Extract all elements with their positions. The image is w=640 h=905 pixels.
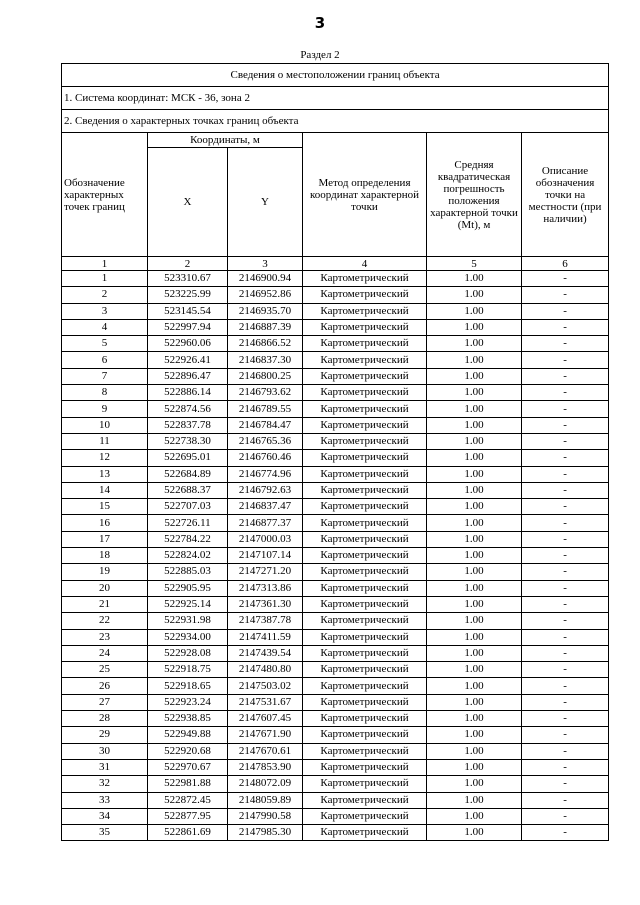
table-row [62, 727, 609, 743]
y-coordinate-cell: 2147387.78 [228, 613, 303, 629]
table-row [62, 450, 609, 466]
x-coordinate-cell: 522918.75 [148, 662, 228, 678]
header-description: Описание обозначения точки на местности (при наличии) [522, 133, 609, 257]
table-row [62, 352, 609, 368]
section-label: Раздел 2 [300, 49, 340, 61]
table-row [62, 596, 609, 612]
x-coordinate-cell: 522926.41 [148, 352, 228, 368]
error-cell: 1.00 [427, 271, 522, 287]
error-cell: 1.00 [427, 613, 522, 629]
description-cell: - [522, 629, 609, 645]
x-coordinate-cell: 522684.89 [148, 466, 228, 482]
table-row [62, 662, 609, 678]
error-cell: 1.00 [427, 596, 522, 612]
point-id-cell: 22 [62, 613, 148, 629]
method-cell: Картометрический [303, 629, 427, 645]
table-row [62, 417, 609, 433]
method-cell: Картометрический [303, 303, 427, 319]
table-row [62, 694, 609, 710]
point-id-cell: 25 [62, 662, 148, 678]
point-id-cell: 26 [62, 678, 148, 694]
method-cell: Картометрический [303, 336, 427, 352]
point-id-cell: 4 [62, 319, 148, 335]
point-id-cell: 1 [62, 271, 148, 287]
column-number-row [62, 257, 609, 271]
point-id-cell: 11 [62, 433, 148, 449]
description-cell: - [522, 613, 609, 629]
y-coordinate-cell: 2147313.86 [228, 580, 303, 596]
point-id-cell: 33 [62, 792, 148, 808]
method-cell: Картометрический [303, 450, 427, 466]
x-coordinate-cell: 522905.95 [148, 580, 228, 596]
x-coordinate-cell: 522874.56 [148, 401, 228, 417]
x-coordinate-cell: 522824.02 [148, 548, 228, 564]
method-cell: Картометрический [303, 385, 427, 401]
error-cell: 1.00 [427, 499, 522, 515]
error-cell: 1.00 [427, 482, 522, 498]
error-cell: 1.00 [427, 303, 522, 319]
description-cell: - [522, 303, 609, 319]
description-cell: - [522, 368, 609, 384]
method-cell: Картометрический [303, 808, 427, 824]
error-cell: 1.00 [427, 417, 522, 433]
point-id-cell: 17 [62, 531, 148, 547]
x-coordinate-cell: 522707.03 [148, 499, 228, 515]
description-cell: - [522, 727, 609, 743]
method-cell: Картометрический [303, 417, 427, 433]
y-coordinate-cell: 2146784.47 [228, 417, 303, 433]
point-id-cell: 35 [62, 825, 148, 841]
y-coordinate-cell: 2147480.80 [228, 662, 303, 678]
table-row [62, 401, 609, 417]
method-cell: Картометрический [303, 596, 427, 612]
method-cell: Картометрический [303, 466, 427, 482]
point-id-cell: 14 [62, 482, 148, 498]
method-cell: Картометрический [303, 580, 427, 596]
table-row [62, 336, 609, 352]
table-row [62, 629, 609, 645]
point-id-cell: 7 [62, 368, 148, 384]
table-title: Сведения о местоположении границ объекта [62, 64, 609, 87]
description-cell: - [522, 759, 609, 775]
table-row [62, 287, 609, 303]
table-row [62, 515, 609, 531]
description-cell: - [522, 417, 609, 433]
method-cell: Картометрический [303, 694, 427, 710]
y-coordinate-cell: 2147439.54 [228, 645, 303, 661]
y-coordinate-cell: 2146900.94 [228, 271, 303, 287]
table-row [62, 580, 609, 596]
error-cell: 1.00 [427, 808, 522, 824]
description-cell: - [522, 564, 609, 580]
point-id-cell: 20 [62, 580, 148, 596]
point-id-cell: 24 [62, 645, 148, 661]
header-coordinates: Координаты, м [148, 133, 303, 148]
point-id-cell: 29 [62, 727, 148, 743]
error-cell: 1.00 [427, 287, 522, 303]
y-coordinate-cell: 2147107.14 [228, 548, 303, 564]
description-cell: - [522, 450, 609, 466]
x-coordinate-cell: 522970.67 [148, 759, 228, 775]
point-id-cell: 19 [62, 564, 148, 580]
description-cell: - [522, 499, 609, 515]
point-id-cell: 10 [62, 417, 148, 433]
description-cell: - [522, 645, 609, 661]
y-coordinate-cell: 2147671.90 [228, 727, 303, 743]
table-row [62, 368, 609, 384]
method-cell: Картометрический [303, 319, 427, 335]
error-cell: 1.00 [427, 662, 522, 678]
y-coordinate-cell: 2146952.86 [228, 287, 303, 303]
y-coordinate-cell: 2146792.63 [228, 482, 303, 498]
error-cell: 1.00 [427, 727, 522, 743]
table-row [62, 482, 609, 498]
x-coordinate-cell: 522931.98 [148, 613, 228, 629]
header-point-id: Обозначение характерных точек границ [62, 133, 148, 257]
method-cell: Картометрический [303, 776, 427, 792]
error-cell: 1.00 [427, 645, 522, 661]
x-coordinate-cell: 522738.30 [148, 433, 228, 449]
boundary-points-table [61, 63, 609, 841]
point-id-cell: 16 [62, 515, 148, 531]
table-row [62, 499, 609, 515]
point-id-cell: 9 [62, 401, 148, 417]
x-coordinate-cell: 522896.47 [148, 368, 228, 384]
description-cell: - [522, 678, 609, 694]
description-cell: - [522, 548, 609, 564]
y-coordinate-cell: 2147361.30 [228, 596, 303, 612]
description-cell: - [522, 580, 609, 596]
error-cell: 1.00 [427, 385, 522, 401]
description-cell: - [522, 482, 609, 498]
x-coordinate-cell: 523310.67 [148, 271, 228, 287]
y-coordinate-cell: 2146789.55 [228, 401, 303, 417]
x-coordinate-cell: 523225.99 [148, 287, 228, 303]
y-coordinate-cell: 2147531.67 [228, 694, 303, 710]
y-coordinate-cell: 2146877.37 [228, 515, 303, 531]
method-cell: Картометрический [303, 662, 427, 678]
y-coordinate-cell: 2146774.96 [228, 466, 303, 482]
x-coordinate-cell: 522784.22 [148, 531, 228, 547]
x-coordinate-cell: 522949.88 [148, 727, 228, 743]
method-cell: Картометрический [303, 482, 427, 498]
method-cell: Картометрический [303, 433, 427, 449]
table-row [62, 271, 609, 287]
error-cell: 1.00 [427, 792, 522, 808]
description-cell: - [522, 433, 609, 449]
error-cell: 1.00 [427, 336, 522, 352]
x-coordinate-cell: 522938.85 [148, 711, 228, 727]
error-cell: 1.00 [427, 564, 522, 580]
description-cell: - [522, 808, 609, 824]
y-coordinate-cell: 2146935.70 [228, 303, 303, 319]
table-row [62, 564, 609, 580]
point-id-cell: 5 [62, 336, 148, 352]
description-cell: - [522, 466, 609, 482]
x-coordinate-cell: 522885.03 [148, 564, 228, 580]
y-coordinate-cell: 2147985.30 [228, 825, 303, 841]
x-coordinate-cell: 522726.11 [148, 515, 228, 531]
x-coordinate-cell: 522886.14 [148, 385, 228, 401]
y-coordinate-cell: 2146760.46 [228, 450, 303, 466]
error-cell: 1.00 [427, 352, 522, 368]
description-cell: - [522, 385, 609, 401]
y-coordinate-cell: 2147000.03 [228, 531, 303, 547]
error-cell: 1.00 [427, 629, 522, 645]
point-id-cell: 32 [62, 776, 148, 792]
point-id-cell: 6 [62, 352, 148, 368]
error-cell: 1.00 [427, 515, 522, 531]
coordinate-system: 1. Система координат: МСК - 36, зона 2 [62, 87, 609, 110]
table-row [62, 792, 609, 808]
method-cell: Картометрический [303, 368, 427, 384]
table-row [62, 385, 609, 401]
description-cell: - [522, 336, 609, 352]
point-id-cell: 31 [62, 759, 148, 775]
x-coordinate-cell: 522981.88 [148, 776, 228, 792]
header-y: Y [228, 148, 303, 257]
error-cell: 1.00 [427, 580, 522, 596]
description-cell: - [522, 531, 609, 547]
column-number: 6 [522, 257, 609, 271]
description-cell: - [522, 352, 609, 368]
x-coordinate-cell: 522920.68 [148, 743, 228, 759]
point-id-cell: 27 [62, 694, 148, 710]
column-number: 5 [427, 257, 522, 271]
header-error: Средняя квадратическая погрешность положения характерной точки (Mt), м [427, 133, 522, 257]
table-row [62, 303, 609, 319]
table-row [62, 759, 609, 775]
point-id-cell: 21 [62, 596, 148, 612]
header-method: Метод определения координат характерной точки [303, 133, 427, 257]
x-coordinate-cell: 522960.06 [148, 336, 228, 352]
y-coordinate-cell: 2147271.20 [228, 564, 303, 580]
x-coordinate-cell: 522918.65 [148, 678, 228, 694]
error-cell: 1.00 [427, 319, 522, 335]
description-cell: - [522, 743, 609, 759]
error-cell: 1.00 [427, 401, 522, 417]
description-cell: - [522, 776, 609, 792]
point-id-cell: 30 [62, 743, 148, 759]
method-cell: Картометрический [303, 499, 427, 515]
y-coordinate-cell: 2148059.89 [228, 792, 303, 808]
method-cell: Картометрический [303, 548, 427, 564]
description-cell: - [522, 694, 609, 710]
error-cell: 1.00 [427, 433, 522, 449]
method-cell: Картометрический [303, 515, 427, 531]
description-cell: - [522, 825, 609, 841]
y-coordinate-cell: 2147503.02 [228, 678, 303, 694]
page-number: 3 [314, 14, 326, 32]
y-coordinate-cell: 2147990.58 [228, 808, 303, 824]
table-row [62, 711, 609, 727]
method-cell: Картометрический [303, 271, 427, 287]
y-coordinate-cell: 2146837.30 [228, 352, 303, 368]
y-coordinate-cell: 2146793.62 [228, 385, 303, 401]
point-id-cell: 3 [62, 303, 148, 319]
table-row [62, 645, 609, 661]
error-cell: 1.00 [427, 776, 522, 792]
error-cell: 1.00 [427, 678, 522, 694]
method-cell: Картометрический [303, 613, 427, 629]
error-cell: 1.00 [427, 825, 522, 841]
x-coordinate-cell: 522837.78 [148, 417, 228, 433]
column-number: 2 [148, 257, 228, 271]
y-coordinate-cell: 2147853.90 [228, 759, 303, 775]
x-coordinate-cell: 522688.37 [148, 482, 228, 498]
method-cell: Картометрический [303, 645, 427, 661]
y-coordinate-cell: 2146765.36 [228, 433, 303, 449]
table-row [62, 433, 609, 449]
point-id-cell: 2 [62, 287, 148, 303]
table-row [62, 319, 609, 335]
table-row [62, 466, 609, 482]
table-row [62, 776, 609, 792]
y-coordinate-cell: 2147411.59 [228, 629, 303, 645]
method-cell: Картометрический [303, 825, 427, 841]
description-cell: - [522, 287, 609, 303]
x-coordinate-cell: 522997.94 [148, 319, 228, 335]
error-cell: 1.00 [427, 694, 522, 710]
point-id-cell: 34 [62, 808, 148, 824]
description-cell: - [522, 792, 609, 808]
x-coordinate-cell: 522928.08 [148, 645, 228, 661]
error-cell: 1.00 [427, 531, 522, 547]
x-coordinate-cell: 522923.24 [148, 694, 228, 710]
description-cell: - [522, 271, 609, 287]
error-cell: 1.00 [427, 466, 522, 482]
header-x: X [148, 148, 228, 257]
error-cell: 1.00 [427, 743, 522, 759]
y-coordinate-cell: 2146887.39 [228, 319, 303, 335]
method-cell: Картометрический [303, 711, 427, 727]
x-coordinate-cell: 522925.14 [148, 596, 228, 612]
y-coordinate-cell: 2146800.25 [228, 368, 303, 384]
method-cell: Картометрический [303, 792, 427, 808]
x-coordinate-cell: 522934.00 [148, 629, 228, 645]
error-cell: 1.00 [427, 548, 522, 564]
x-coordinate-cell: 522877.95 [148, 808, 228, 824]
table-row [62, 743, 609, 759]
method-cell: Картометрический [303, 743, 427, 759]
error-cell: 1.00 [427, 759, 522, 775]
method-cell: Картометрический [303, 727, 427, 743]
description-cell: - [522, 515, 609, 531]
point-id-cell: 23 [62, 629, 148, 645]
description-cell: - [522, 401, 609, 417]
table-row [62, 531, 609, 547]
y-coordinate-cell: 2147670.61 [228, 743, 303, 759]
x-coordinate-cell: 522861.69 [148, 825, 228, 841]
point-id-cell: 8 [62, 385, 148, 401]
y-coordinate-cell: 2147607.45 [228, 711, 303, 727]
column-number: 4 [303, 257, 427, 271]
table-row [62, 613, 609, 629]
point-id-cell: 18 [62, 548, 148, 564]
description-cell: - [522, 662, 609, 678]
points-heading: 2. Сведения о характерных точках границ объекта [62, 110, 609, 133]
method-cell: Картометрический [303, 531, 427, 547]
method-cell: Картометрический [303, 564, 427, 580]
method-cell: Картометрический [303, 401, 427, 417]
point-id-cell: 28 [62, 711, 148, 727]
table-row [62, 825, 609, 841]
y-coordinate-cell: 2146837.47 [228, 499, 303, 515]
error-cell: 1.00 [427, 711, 522, 727]
method-cell: Картометрический [303, 352, 427, 368]
y-coordinate-cell: 2146866.52 [228, 336, 303, 352]
error-cell: 1.00 [427, 368, 522, 384]
method-cell: Картометрический [303, 678, 427, 694]
point-id-cell: 15 [62, 499, 148, 515]
point-id-cell: 13 [62, 466, 148, 482]
error-cell: 1.00 [427, 450, 522, 466]
table-row [62, 808, 609, 824]
table-row [62, 548, 609, 564]
column-number: 1 [62, 257, 148, 271]
method-cell: Картометрический [303, 759, 427, 775]
x-coordinate-cell: 522695.01 [148, 450, 228, 466]
x-coordinate-cell: 523145.54 [148, 303, 228, 319]
description-cell: - [522, 596, 609, 612]
description-cell: - [522, 711, 609, 727]
y-coordinate-cell: 2148072.09 [228, 776, 303, 792]
x-coordinate-cell: 522872.45 [148, 792, 228, 808]
point-id-cell: 12 [62, 450, 148, 466]
table-row [62, 678, 609, 694]
method-cell: Картометрический [303, 287, 427, 303]
description-cell: - [522, 319, 609, 335]
column-number: 3 [228, 257, 303, 271]
